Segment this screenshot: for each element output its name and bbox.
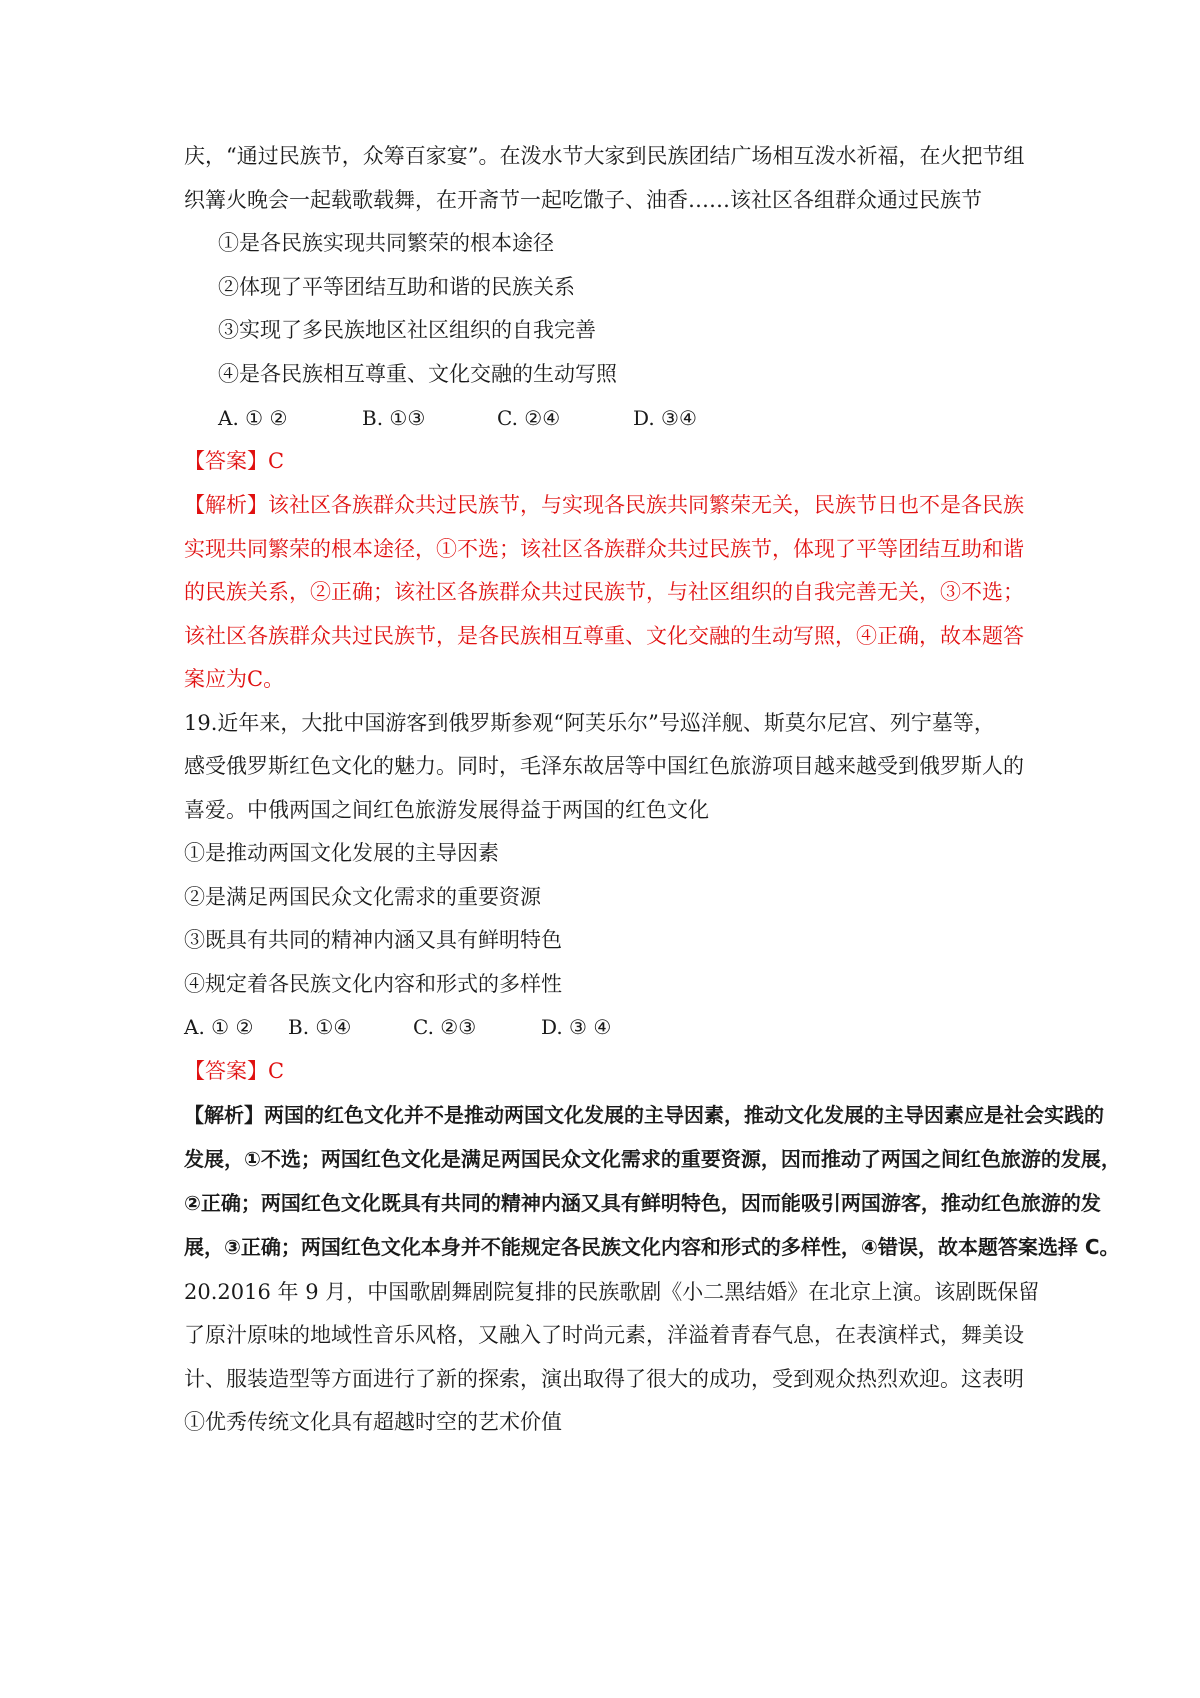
q18-item-1: ①是各民族实现共同繁荣的根本途径: [218, 231, 554, 255]
q18-stem-line-2: 织篝火晚会一起载歌载舞，在开斋节一起吃馓子、油香……该社区各组群众通过民族节: [184, 188, 982, 212]
q18-answer-value: C: [268, 449, 285, 473]
q19-answer: [184, 1057, 284, 1085]
q19-analysis-line-3: ②正确；两国红色文化既具有共同的精神内涵又具有鲜明特色，因而能吸引两国游客，推动红色旅游的发: [184, 1191, 1101, 1215]
q19-option-b: B. ①④: [288, 1015, 352, 1039]
q19-item-2: ②是满足两国民众文化需求的重要资源: [184, 885, 541, 909]
q18-item-2: ②体现了平等团结互助和谐的民族关系: [218, 275, 575, 299]
q19-analysis-line-2: 发展，①不选；两国红色文化是满足两国民众文化需求的重要资源，因而推动了两国之间红色旅游的发展，: [184, 1147, 1121, 1171]
q18-option-d: D. ③④: [633, 406, 697, 430]
q18-analysis-line-4: 该社区各族群众共过民族节，是各民族相互尊重、文化交融的生动写照，④正确，故本题答: [184, 624, 1024, 648]
q18-analysis-tag: 【解析】: [184, 493, 268, 517]
q18-answer-tag: 【答案】: [184, 449, 268, 473]
q19-answer-tag: 【答案】: [184, 1059, 268, 1083]
q18-item-3: ③实现了多民族地区社区组织的自我完善: [218, 318, 596, 342]
q20-stem-line-1: 20.2016 年 9 月，中国歌剧舞剧院复排的民族歌剧《小二黑结婚》在北京上演。该剧既保留: [184, 1280, 1040, 1304]
q20-item-1: ①优秀传统文化具有超越时空的艺术价值: [184, 1410, 562, 1434]
q19-option-a: A. ① ②: [184, 1015, 254, 1039]
q18-option-a: A. ① ②: [218, 406, 288, 430]
q19-stem-line-1: 19.近年来，大批中国游客到俄罗斯参观“阿芙乐尔”号巡洋舰、斯莫尔尼宫、列宁墓等，: [184, 711, 995, 735]
q18-analysis-line-2: 实现共同繁荣的根本途径，①不选；该社区各族群众共过民族节，体现了平等团结互助和谐: [184, 537, 1024, 561]
q19-stem-line-3: 喜爱。中俄两国之间红色旅游发展得益于两国的红色文化: [184, 798, 709, 822]
q19-answer-value: C: [268, 1059, 285, 1083]
q18-item-4: ④是各民族相互尊重、文化交融的生动写照: [218, 362, 617, 386]
q18-answer: [184, 447, 284, 475]
q19-analysis-tag: 【解析】: [184, 1103, 264, 1127]
q19-option-c: C. ②③: [413, 1015, 477, 1039]
q18-analysis-line-1: [184, 491, 1024, 519]
q19-stem-line-2: 感受俄罗斯红色文化的魅力。同时，毛泽东故居等中国红色旅游项目越来越受到俄罗斯人的: [184, 754, 1024, 778]
q19-analysis-line-4: 展，③正确；两国红色文化本身并不能规定各民族文化内容和形式的多样性，④错误，故本题答案选择 C。: [184, 1235, 1120, 1259]
q18-analysis-line-5: 案应为C。: [184, 667, 285, 691]
q19-item-4: ④规定着各民族文化内容和形式的多样性: [184, 972, 562, 996]
q18-analysis-text-1: 该社区各族群众共过民族节，与实现各民族共同繁荣无关，民族节日也不是各民族: [268, 493, 1024, 517]
q19-item-3: ③既具有共同的精神内涵又具有鲜明特色: [184, 928, 562, 952]
q19-item-1: ①是推动两国文化发展的主导因素: [184, 841, 499, 865]
q18-option-c: C. ②④: [497, 406, 561, 430]
q19-analysis-text-1: 两国的红色文化并不是推动两国文化发展的主导因素，推动文化发展的主导因素应是社会实践的: [264, 1103, 1104, 1127]
q20-stem-line-3: 计、服装造型等方面进行了新的探索，演出取得了很大的成功，受到观众热烈欢迎。这表明: [184, 1367, 1024, 1391]
q20-stem-line-2: 了原汁原味的地域性音乐风格，又融入了时尚元素，洋溢着青春气息，在表演样式，舞美设: [184, 1323, 1024, 1347]
q19-analysis-line-1: [184, 1101, 1104, 1129]
q18-analysis-line-3: 的民族关系，②正确；该社区各族群众共过民族节，与社区组织的自我完善无关，③不选；: [184, 580, 1024, 604]
q18-stem-line-1: 庆，“通过民族节，众筹百家宴”。在泼水节大家到民族团结广场相互泼水祈福，在火把节组: [184, 144, 1025, 168]
q19-option-d: D. ③ ④: [541, 1015, 612, 1039]
q18-option-b: B. ①③: [362, 406, 426, 430]
